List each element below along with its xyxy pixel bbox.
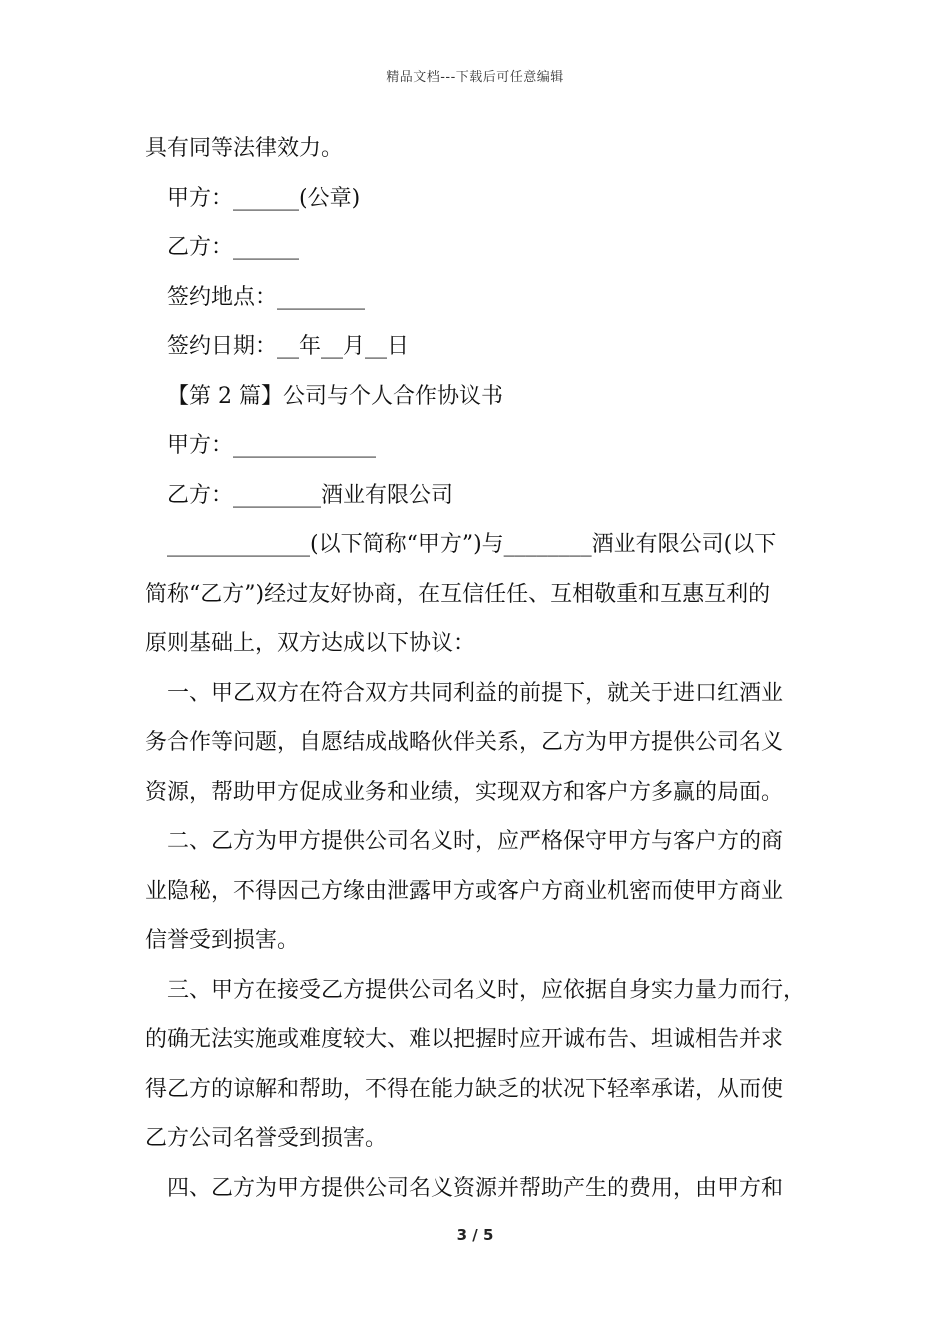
body-line: 三、甲方在接受乙方提供公司名义时，应依据自身实力量力而行， (167, 977, 806, 1003)
body-line: 的确无法实施或难度较大、难以把握时应开诚布告、坦诚相告并求 (145, 1027, 784, 1052)
body-line: 二、乙方为甲方提供公司名义时，应严格保守甲方与客户方的商 (167, 829, 784, 854)
body-line: 乙方公司名誉受到损害。 (145, 1126, 388, 1151)
body-line: 签约地点：________ (167, 284, 366, 310)
body-line: 信誉受到损害。 (145, 928, 300, 953)
body-line: 乙方：________酒业有限公司 (167, 482, 454, 508)
body-line: 甲方：_____________ (167, 433, 377, 458)
body-line: 乙方：______ (167, 235, 300, 260)
page-number: 3 / 5 (456, 1226, 494, 1244)
document-body (145, 124, 810, 1213)
body-line: 务合作等问题，自愿结成战略伙伴关系，乙方为甲方提供公司名义 (145, 730, 784, 755)
section-heading: 【第 2 篇】公司与个人合作协议书 (167, 383, 503, 409)
body-line: 业隐秘，不得因己方缘由泄露甲方或客户方商业机密而使甲方商业 (145, 878, 784, 904)
body-line: 一、甲乙双方在符合双方共同利益的前提下，就关于进口红酒业 (167, 680, 784, 706)
body-line: 签约日期：__年__月__日 (167, 334, 410, 359)
body-line: 原则基础上，双方达成以下协议： (145, 631, 476, 656)
page-header: 精品文档---下载后可任意编辑 (386, 70, 564, 85)
body-line: 甲方：______(公章) (167, 185, 361, 211)
body-line: 简称“乙方”)经过友好协商，在互信任任、互相敬重和互惠互利的 (145, 581, 771, 607)
body-line: 资源，帮助甲方促成业务和业绩，实现双方和客户方多赢的局面。 (145, 779, 784, 805)
body-line: 四、乙方为甲方提供公司名义资源并帮助产生的费用，由甲方和 (167, 1175, 784, 1201)
body-line: _____________(以下简称“甲方”)与________酒业有限公司(以下 (167, 532, 777, 557)
body-line: 得乙方的谅解和帮助，不得在能力缺乏的状况下轻率承诺，从而使 (145, 1076, 784, 1102)
body-line: 具有同等法律效力。 (145, 136, 344, 161)
